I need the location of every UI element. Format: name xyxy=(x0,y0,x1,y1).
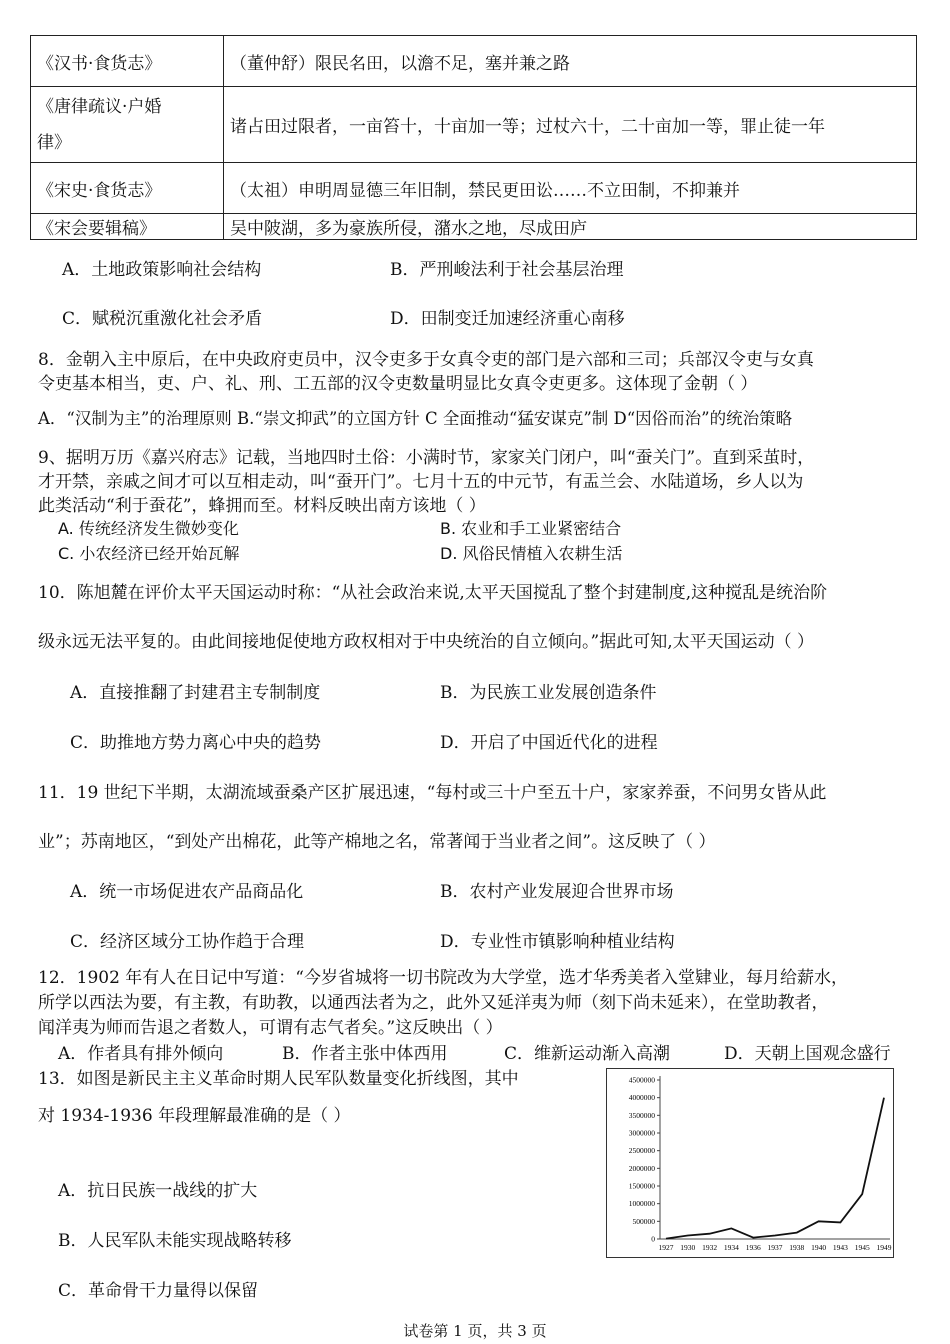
x-tick-label: 1937 xyxy=(767,1243,783,1252)
y-tick-label: 3500000 xyxy=(628,1110,655,1120)
q9-stem-line: 才开禁，亲戚之间才可以互相走动，叫“蚕开门”。七月十五的中元节，有盂兰会、水陆道场，乡人以为 xyxy=(38,472,804,492)
q8-stem-line: 令吏基本相当，吏、户、礼、刑、工五部的汉令吏数量明显比女真令吏更多。这体现了金朝（ ） xyxy=(38,374,758,394)
q13-option-a: A．抗日民族一战线的扩大 xyxy=(58,1181,258,1201)
q10-option-c: C．助推地方势力离心中央的趋势 xyxy=(70,733,322,753)
q10-option-b: B．为民族工业发展创造条件 xyxy=(440,683,657,703)
q12-option-a: A．作者具有排外倾向 xyxy=(58,1044,224,1064)
x-tick-label: 1949 xyxy=(876,1243,892,1252)
y-tick-label: 500000 xyxy=(632,1216,655,1226)
table-row xyxy=(31,214,917,240)
y-tick-label: 3000000 xyxy=(628,1128,655,1138)
x-tick-label: 1932 xyxy=(702,1243,718,1252)
x-tick-label: 1936 xyxy=(745,1243,761,1252)
y-tick-label: 2000000 xyxy=(628,1163,655,1173)
q9-option-c: C. 小农经济已经开始瓦解 xyxy=(58,544,240,563)
q7-option-d: D．田制变迁加速经济重心南移 xyxy=(390,309,625,329)
x-tick-label: 1927 xyxy=(658,1243,674,1252)
q12-stem-line: 12．1902 年有人在日记中写道：“今岁省城将一切书院改为大学堂，选才华秀美者入堂肄业，每月给薪水， xyxy=(38,968,848,988)
table-source: 《宋史·食货志》 xyxy=(31,163,224,214)
q12-option-b: B．作者主张中体西用 xyxy=(282,1044,448,1064)
y-tick-label: 1000000 xyxy=(628,1199,655,1209)
x-tick-label: 1930 xyxy=(680,1243,696,1252)
y-tick-label: 4500000 xyxy=(628,1075,655,1085)
q11-stem-line: 业”；苏南地区，“到处产出棉花，此等产棉地之名，常著闻于当业者之间”。这反映了（ ） xyxy=(38,832,716,852)
q10-option-a: A．直接推翻了封建君主专制制度 xyxy=(70,683,321,703)
x-tick-label: 1934 xyxy=(723,1243,739,1252)
q8-options: A．“汉制为主”的治理原则 B.“崇文抑武”的立国方针 C 全面推动“猛安谋克”制 D“因俗而治”的统治策略 xyxy=(38,409,793,428)
table-content: 诸占田过限者，一亩笞十，十亩加一等；过杖六十，二十亩加一等，罪止徒一年 xyxy=(224,87,917,163)
q8-stem-line: 8．金朝入主中原后，在中央政府吏员中，汉令吏多于女真令吏的部门是六部和三司；兵部汉令吏与女真 xyxy=(38,350,814,370)
x-tick-label: 1938 xyxy=(789,1243,805,1252)
table-source: 《汉书·食货志》 xyxy=(31,36,224,87)
q11-option-c: C．经济区域分工协作趋于合理 xyxy=(70,932,305,952)
army-size-line-chart xyxy=(606,1068,894,1258)
y-tick-label: 2500000 xyxy=(628,1146,655,1156)
q12-stem-line: 闻洋夷为师而告退之者数人，可谓有志气者矣。”这反映出（ ） xyxy=(38,1018,503,1038)
q11-stem-line: 11．19 世纪下半期，太湖流域蚕桑产区扩展迅速，“每村或三十户至五十户，家家养蚕，不问男女皆从此 xyxy=(38,783,827,803)
q9-option-a: A. 传统经济发生微妙变化 xyxy=(58,519,239,538)
table-source xyxy=(31,87,224,163)
q12-stem-line: 所学以西法为要，有主教，有助教，以通西法者为之，此外又延洋夷为师（刻下尚未延来），在堂助教者， xyxy=(38,993,829,1013)
table-row xyxy=(31,36,917,87)
y-tick-label: 1500000 xyxy=(628,1181,655,1191)
table-source-line: 《唐律疏议·户婚 xyxy=(37,96,162,117)
q10-stem-line: 级永远无法平复的。由此间接地促使地方政权相对于中央统治的自立倾向。”据此可知,太平天国运动（ ） xyxy=(38,632,814,652)
q9-stem-line: 此类活动“利于蚕花”，蜂拥而至。材料反映出南方该地（ ） xyxy=(38,496,486,516)
table-row xyxy=(31,163,917,214)
q7-option-c: C．赋税沉重激化社会矛盾 xyxy=(62,309,263,329)
q12-option-c: C．维新运动渐入高潮 xyxy=(504,1044,671,1064)
q7-option-a: A．土地政策影响社会结构 xyxy=(62,260,262,280)
x-tick-label: 1945 xyxy=(854,1243,870,1252)
q12-option-d: D．天朝上国观念盛行 xyxy=(724,1044,891,1064)
q13-option-b: B．人民军队未能实现战略转移 xyxy=(58,1231,292,1251)
table-row xyxy=(31,87,917,163)
table-source: 《宋会要辑稿》 xyxy=(31,214,224,240)
table-content: 吴中陂湖，多为豪族所侵，潴水之地，尽成田庐 xyxy=(224,214,917,240)
q11-option-a: A．统一市场促进农产品商品化 xyxy=(70,882,304,902)
q13-option-c: C．革命骨干力量得以保留 xyxy=(58,1281,259,1301)
q10-stem-line: 10．陈旭麓在评价太平天国运动时称：“从社会政治来说,太平天国搅乱了整个封建制度,这种搅乱是统治阶 xyxy=(38,583,828,603)
table-content: （太祖）申明周显德三年旧制，禁民更田讼……不立田制，不抑兼并 xyxy=(224,163,917,214)
chart-series-line xyxy=(666,1098,884,1239)
y-tick-label: 0 xyxy=(651,1234,655,1244)
x-tick-label: 1940 xyxy=(811,1243,827,1252)
q9-option-b: B. 农业和手工业紧密结合 xyxy=(440,519,622,538)
table-content: （董仲舒）限民名田，以澹不足，塞并兼之路 xyxy=(224,36,917,87)
x-tick-label: 1943 xyxy=(832,1243,848,1252)
q9-stem-line: 9、据明万历《嘉兴府志》记载，当地四时土俗：小满时节，家家关门闭户，叫“蚕关门”。直到采茧时， xyxy=(38,448,815,468)
source-table xyxy=(30,35,917,240)
y-tick-label: 4000000 xyxy=(628,1093,655,1103)
q10-option-d: D．开启了中国近代化的进程 xyxy=(440,733,658,753)
q13-stem-line: 13．如图是新民主主义革命时期人民军队数量变化折线图，其中 xyxy=(38,1069,519,1089)
q11-option-b: B．农村产业发展迎合世界市场 xyxy=(440,882,674,902)
page-footer: 试卷第 1 页，共 3 页 xyxy=(403,1322,547,1340)
q13-stem-line: 对 1934-1936 年段理解最准确的是（ ） xyxy=(38,1106,351,1126)
q11-option-d: D．专业性市镇影响种植业结构 xyxy=(440,932,675,952)
q7-option-b: B．严刑峻法利于社会基层治理 xyxy=(390,260,624,280)
table-source-line: 律》 xyxy=(37,132,71,153)
q9-option-d: D. 风俗民情植入农耕生活 xyxy=(440,544,623,563)
